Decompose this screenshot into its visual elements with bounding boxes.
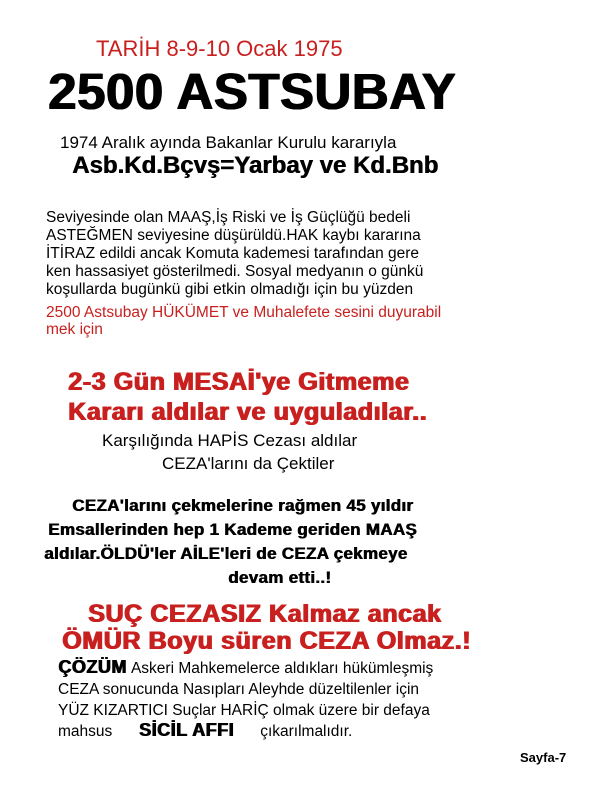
paragraph-line: İTİRAZ edildi ancak Komuta kademesi tarafından gere: [46, 245, 420, 262]
paragraph-line: ken hassasiyet gösterilmedi. Sosyal medyanın o günkü: [46, 263, 424, 280]
sicil-affi-keyword: SİCİL AFFI: [138, 720, 234, 740]
paragraph-line: koşullarda bugünkü gibi etkin olmadığı için bu yüzden: [46, 281, 414, 298]
solution-line-4-post: çıkarılmalıdır.: [260, 723, 353, 740]
solution-line-1-text: Askeri Mahkemelerce aldıkları hükümleşmiş: [130, 660, 434, 677]
paragraph-line: Seviyesinde olan MAAŞ,İş Riski ve İş Güçlüğü bedeli: [46, 209, 411, 226]
consequence-line: aldılar.ÖLDÜ'ler AİLE'leri de CEZA çekmeye: [44, 544, 408, 563]
consequence-line: CEZA'larını çekmelerine rağmen 45 yıldır: [72, 496, 414, 515]
solution-line-2: CEZA sonucunda Nasıpları Aleyhde düzeltilenler için: [58, 681, 420, 698]
consequence-line: devam etti..!: [228, 568, 332, 587]
action-line-1: 2-3 Gün MESAİ'ye Gitmeme: [68, 368, 410, 396]
solution-line-1: [58, 657, 433, 678]
solution-line-4: [58, 720, 352, 741]
paragraph-red-line: mek için: [46, 321, 103, 338]
intro-line-2: Asb.Kd.Bçvş=Yarbay ve Kd.Bnb: [72, 152, 439, 179]
date-line: TARİH 8-9-10 Ocak 1975: [96, 36, 343, 61]
paragraph-red-line: 2500 Astsubay HÜKÜMET ve Muhalefete sesini duyurabil: [46, 304, 442, 321]
solution-line-3: YÜZ KIZARTICI Suçlar HARİÇ olmak üzere bir defaya: [58, 702, 430, 719]
slogan-line-2: ÖMÜR Boyu süren CEZA Olmaz.!: [62, 627, 471, 655]
page-number: Sayfa-7: [520, 750, 567, 765]
action-sub-1: Karşılığında HAPİS Cezası aldılar: [102, 431, 358, 450]
intro-line-1: 1974 Aralık ayında Bakanlar Kurulu kararıyla: [60, 133, 397, 152]
paragraph-line: ASTEĞMEN seviyesine düşürüldü.HAK kaybı kararına: [46, 227, 421, 244]
action-sub-2: CEZA'larını da Çektiler: [162, 454, 335, 473]
action-line-2: Kararı aldılar ve uyguladılar..: [68, 398, 428, 426]
consequence-line: Emsallerinden hep 1 Kademe geriden MAAŞ: [48, 520, 417, 539]
slogan-line-1: SUÇ CEZASIZ Kalmaz ancak: [88, 600, 442, 628]
solution-line-4-pre: mahsus: [58, 723, 113, 740]
solution-keyword: ÇÖZÜM: [58, 657, 127, 677]
headline: 2500 ASTSUBAY: [48, 63, 457, 120]
